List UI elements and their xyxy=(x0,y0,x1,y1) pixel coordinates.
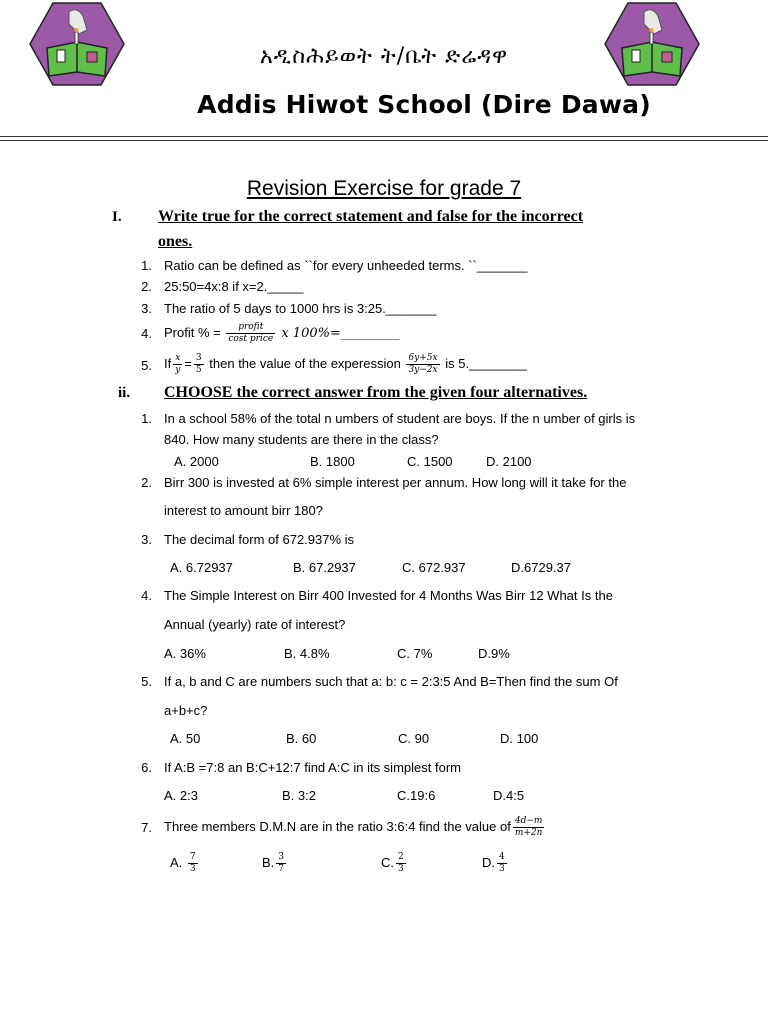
option-label: A. xyxy=(170,855,183,870)
statement-4 xyxy=(164,319,399,348)
section2-number: ii. xyxy=(118,385,131,401)
fraction-numerator: 3 xyxy=(278,852,285,863)
option-d xyxy=(482,848,509,878)
option-a: A. 36% xyxy=(164,646,206,661)
section2-heading: CHOOSE the correct answer from the given four alternatives. xyxy=(164,384,588,401)
fraction-numerator: 7 xyxy=(189,852,196,863)
statement-5-middle: then the value of the experession xyxy=(209,356,401,371)
question-number: 6. xyxy=(141,760,152,775)
option-d: D.6729.37 xyxy=(511,560,571,575)
question-6-line1: If A:B =7:8 an B:C+12:7 find A:C in its simplest form xyxy=(164,760,461,775)
section1-number: I. xyxy=(112,209,122,225)
question-5-line1: If a, b and C are numbers such that a: b: c = 2:3:5 And B=Then find the sum Of xyxy=(164,674,618,689)
page-title: Revision Exercise for grade 7 xyxy=(246,177,522,200)
option-c: C. 90 xyxy=(398,731,430,746)
option-a xyxy=(170,848,200,878)
statement-5-suffix: is 5.________ xyxy=(445,356,527,371)
option-fraction xyxy=(188,853,198,874)
question-3-line1: The decimal form of 672.937% is xyxy=(164,532,355,547)
option-c: C. 7% xyxy=(397,646,433,661)
fraction-numerator: 2 xyxy=(398,852,404,863)
question-7-line1 xyxy=(164,812,546,842)
fraction-numerator: 4 xyxy=(499,852,505,863)
option-b: B. 1800 xyxy=(310,454,355,469)
question-number: 1. xyxy=(141,411,152,426)
expression-fraction xyxy=(513,817,545,838)
statement-2: 25:50=4x:8 if x=2._____ xyxy=(164,279,304,294)
equals-sign: = xyxy=(184,356,192,371)
option-label: D. xyxy=(482,855,495,870)
question-5-line2: a+b+c? xyxy=(164,703,208,718)
item-number: 1. xyxy=(141,258,152,273)
fraction-denominator: 3 xyxy=(189,864,196,875)
fraction-numerator: x xyxy=(173,354,182,365)
question-7-text: Three members D.M.N are in the ratio 3:6:4 find the value of xyxy=(164,819,511,834)
option-fraction xyxy=(396,853,406,874)
x-over-y-fraction xyxy=(173,354,182,375)
fraction-denominator: m+2n xyxy=(514,828,543,839)
question-number: 2. xyxy=(141,475,152,490)
option-a: A. 6.72937 xyxy=(170,560,233,575)
question-4-line1: The Simple Interest on Birr 400 Invested for 4 Months Was Birr 12 What Is the xyxy=(164,588,613,603)
fraction-denominator: 7 xyxy=(278,864,285,875)
option-b xyxy=(262,848,288,878)
question-2-line1: Birr 300 is invested at 6% simple interest per annum. How long will it take for the xyxy=(164,475,627,490)
question-number: 7. xyxy=(141,820,152,835)
school-name-amharic: አዲስሕይወት ት/ቤት ድሬዳዋ xyxy=(259,44,509,69)
option-a: A. 2000 xyxy=(174,454,219,469)
fraction-denominator: 5 xyxy=(195,365,202,376)
option-b: B. 67.2937 xyxy=(293,560,356,575)
option-c xyxy=(381,848,408,878)
option-b: B. 60 xyxy=(286,731,317,746)
statement-5 xyxy=(164,350,527,378)
statement-3: The ratio of 5 days to 1000 hrs is 3:25._______ xyxy=(164,301,437,316)
option-c: C.19:6 xyxy=(397,788,436,803)
item-number: 2. xyxy=(141,279,152,294)
section1-heading: Write true for the correct statement and false for the incorrect xyxy=(158,208,584,225)
statement-4-suffix: x 100%=_________ xyxy=(277,326,400,341)
statement-5-prefix: If xyxy=(164,356,172,371)
fraction-denominator: 3 xyxy=(499,864,505,875)
question-number: 4. xyxy=(141,588,152,603)
option-d: D.9% xyxy=(478,646,510,661)
question-1-line2: 840. How many students are there in the class? xyxy=(164,432,439,447)
section1-heading-line2: ones. xyxy=(158,233,193,250)
option-fraction xyxy=(276,853,286,874)
option-a: A. 50 xyxy=(170,731,201,746)
expression-fraction xyxy=(406,354,439,375)
question-number: 3. xyxy=(141,532,152,547)
question-4-line2: Annual (yearly) rate of interest? xyxy=(164,617,346,632)
option-fraction xyxy=(497,853,507,874)
fraction-denominator: y xyxy=(175,365,181,376)
option-c: C. 672.937 xyxy=(402,560,466,575)
option-d: D. 2100 xyxy=(486,454,532,469)
statement-1: Ratio can be defined as ``for every unheeded terms. ``_______ xyxy=(164,258,528,273)
option-c: C. 1500 xyxy=(407,454,453,469)
option-label: B. xyxy=(262,855,275,870)
fraction-numerator: 3 xyxy=(195,353,202,364)
header-rule-top xyxy=(0,136,768,137)
option-b: B. 4.8% xyxy=(284,646,330,661)
fraction-denominator: 3 xyxy=(398,864,404,875)
header-rule-bottom xyxy=(0,140,768,141)
question-number: 5. xyxy=(141,674,152,689)
item-number: 4. xyxy=(141,326,152,341)
option-d: D.4:5 xyxy=(493,788,525,803)
fraction-numerator: 4d−m xyxy=(513,817,545,828)
fraction-denominator: cost price xyxy=(228,334,274,345)
fraction-numerator: profit xyxy=(226,323,275,334)
fraction-denominator: 3y−2x xyxy=(408,365,438,376)
statement-4-prefix: Profit % = xyxy=(164,325,225,340)
option-a: A. 2:3 xyxy=(164,788,198,803)
option-b: B. 3:2 xyxy=(282,788,316,803)
three-fifths-fraction xyxy=(194,354,204,375)
question-1-line1: In a school 58% of the total n umbers of student are boys. If the n umber of girls is xyxy=(164,411,636,426)
profit-fraction xyxy=(226,323,275,344)
item-number: 5. xyxy=(141,358,152,373)
option-d: D. 100 xyxy=(500,731,539,746)
option-label: C. xyxy=(381,855,394,870)
question-2-line2: interest to amount birr 180? xyxy=(164,503,323,518)
school-name: Addis Hiwot School (Dire Dawa) xyxy=(197,90,651,119)
item-number: 3. xyxy=(141,301,152,316)
fraction-numerator: 6y+5x xyxy=(408,353,438,364)
